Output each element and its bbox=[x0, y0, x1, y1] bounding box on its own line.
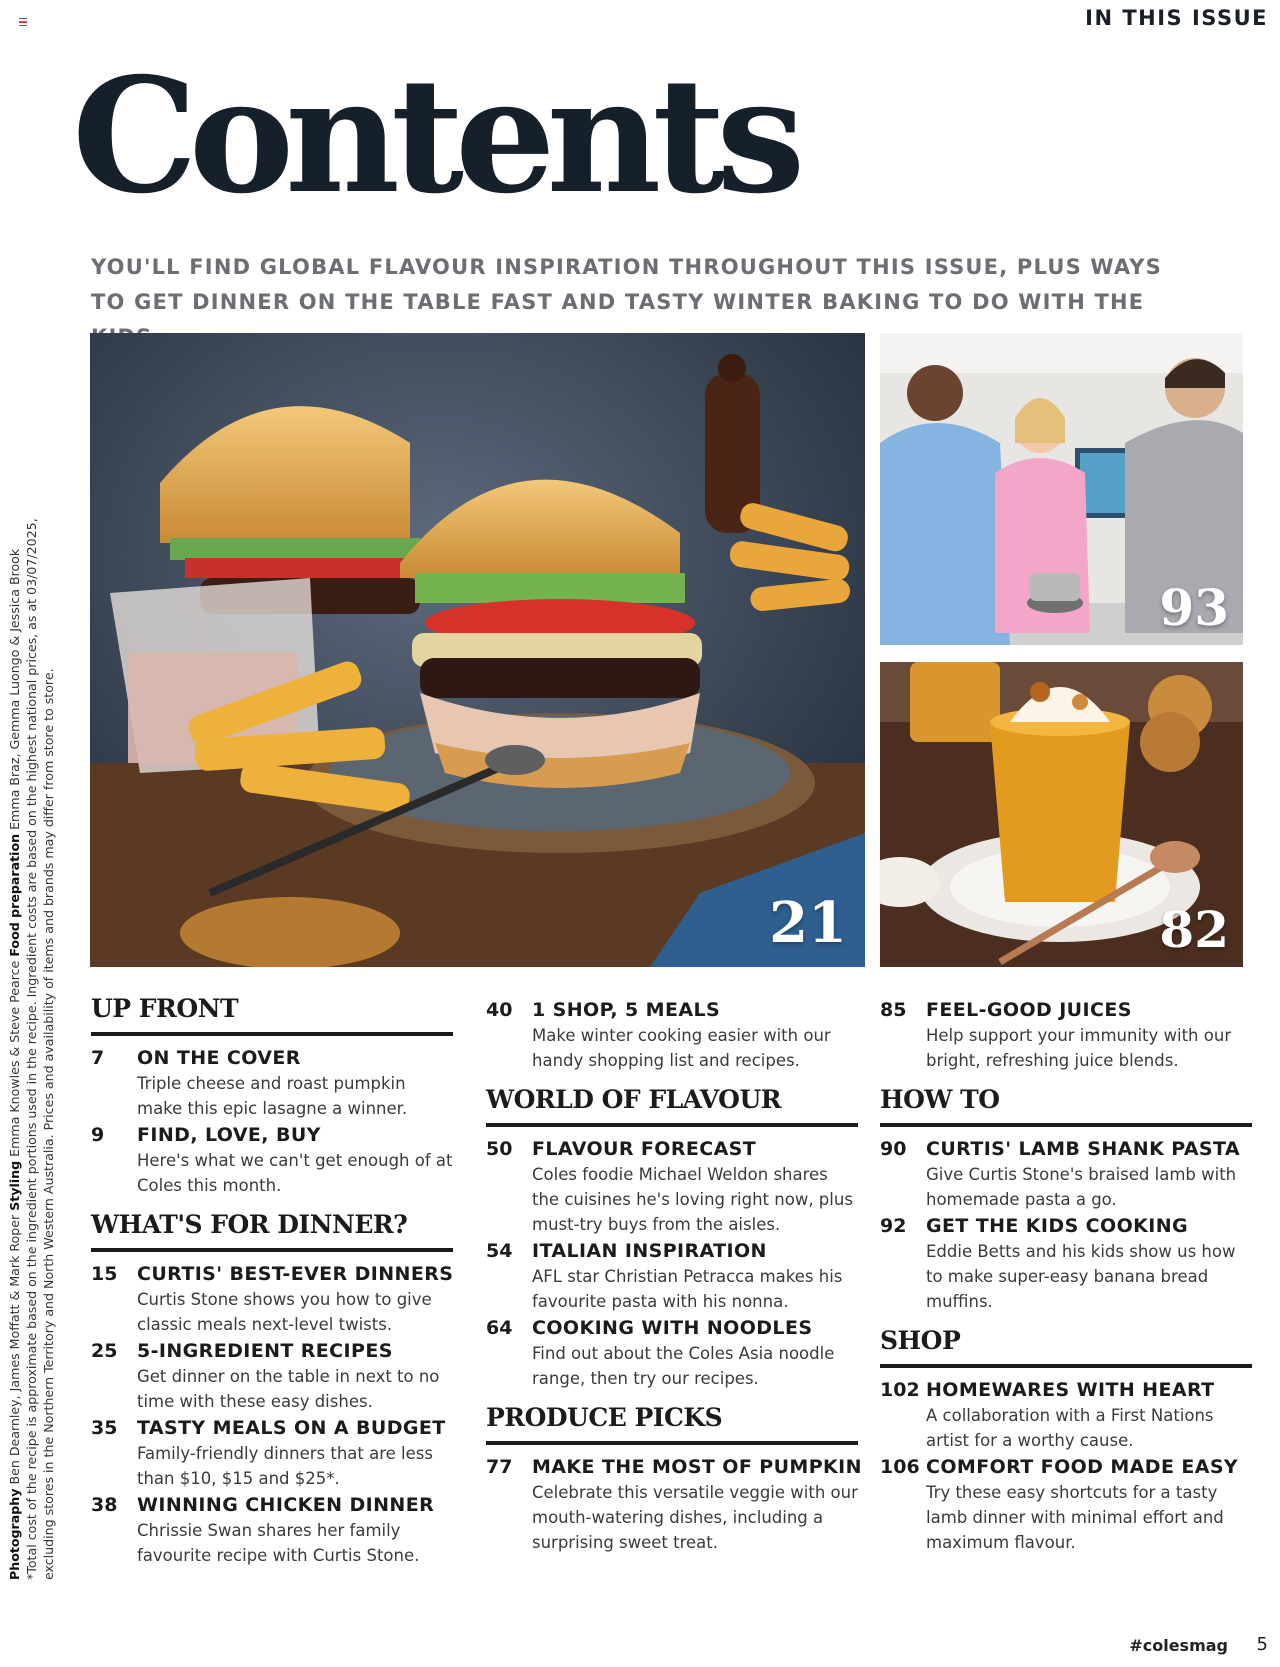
food-prep-credit: Emma Braz, Gemma Luongo & Jessica Brook bbox=[7, 548, 22, 830]
entry-page-number: 40 bbox=[486, 999, 513, 1021]
entry-description: Family-friendly dinners that are less than $10, $15 and $25*. bbox=[137, 1444, 433, 1488]
heading-produce-picks: PRODUCE PICKS bbox=[486, 1401, 858, 1445]
contents-entry[interactable] bbox=[880, 1137, 1252, 1212]
entry-description: Here's what we can't get enough of at Coles this month. bbox=[137, 1151, 453, 1195]
contents-entry[interactable] bbox=[486, 1239, 858, 1314]
publisher-mark bbox=[19, 18, 27, 26]
family-page-ref: 93 bbox=[1159, 578, 1229, 637]
entry-title: COMFORT FOOD MADE EASY bbox=[926, 1456, 1239, 1478]
entry-description: Curtis Stone shows you how to give classic meals next-level twists. bbox=[137, 1290, 432, 1334]
entry-title: ITALIAN INSPIRATION bbox=[532, 1240, 767, 1262]
contents-entry[interactable] bbox=[880, 1455, 1252, 1555]
entry-description: Give Curtis Stone's braised lamb with homemade pasta a go. bbox=[926, 1165, 1237, 1209]
entry-page-number: 106 bbox=[880, 1456, 920, 1478]
entry-description: Make winter cooking easier with our handy shopping list and recipes. bbox=[532, 1026, 831, 1070]
family-photo[interactable] bbox=[880, 333, 1243, 645]
photography-credit: Ben Dearnley, James Moffatt & Mark Roper bbox=[7, 1214, 22, 1485]
entry-title: CURTIS' LAMB SHANK PASTA bbox=[926, 1138, 1240, 1160]
contents-entry[interactable] bbox=[91, 1262, 453, 1337]
page-title: Contents bbox=[72, 44, 797, 229]
contents-entry[interactable] bbox=[91, 1493, 453, 1568]
entry-page-number: 38 bbox=[91, 1494, 118, 1516]
entry-description: Chrissie Swan shares her family favourite recipe with Curtis Stone. bbox=[137, 1521, 420, 1565]
entry-page-number: 50 bbox=[486, 1138, 513, 1160]
entry-page-number: 64 bbox=[486, 1317, 513, 1339]
section-tag: IN THIS ISSUE bbox=[1085, 6, 1268, 30]
contents-entry[interactable] bbox=[486, 1137, 858, 1237]
contents-entry[interactable] bbox=[880, 1378, 1252, 1453]
entry-page-number: 102 bbox=[880, 1379, 920, 1401]
entry-page-number: 77 bbox=[486, 1456, 513, 1478]
entry-description: Coles foodie Michael Weldon shares the cuisines he's loving right now, plus must-try buys from the aisles. bbox=[532, 1165, 853, 1234]
contents-entry[interactable] bbox=[880, 1214, 1252, 1314]
entry-description: Eddie Betts and his kids show us how to make super-easy banana bread muffins. bbox=[926, 1242, 1236, 1311]
burger-page-ref: 21 bbox=[769, 890, 847, 956]
entry-title: MAKE THE MOST OF PUMPKIN bbox=[532, 1456, 862, 1478]
column-left bbox=[91, 992, 453, 1570]
entry-description: Find out about the Coles Asia noodle range, then try our recipes. bbox=[532, 1344, 835, 1388]
hashtag: #colesmag bbox=[1129, 1636, 1228, 1655]
heading-whats-for-dinner: WHAT'S FOR DINNER? bbox=[91, 1208, 453, 1252]
column-right bbox=[880, 998, 1252, 1557]
entry-description: AFL star Christian Petracca makes his favourite pasta with his nonna. bbox=[532, 1267, 843, 1311]
contents-entry[interactable] bbox=[880, 998, 1252, 1073]
entry-page-number: 7 bbox=[91, 1047, 105, 1069]
contents-entry[interactable] bbox=[486, 1455, 862, 1555]
entry-description: Get dinner on the table in next to no time with these easy dishes. bbox=[137, 1367, 440, 1411]
entry-description: Triple cheese and roast pumpkin make this epic lasagne a winner. bbox=[137, 1074, 408, 1118]
entry-title: FLAVOUR FORECAST bbox=[532, 1138, 757, 1160]
burger-photo[interactable] bbox=[90, 333, 865, 967]
dessert-page-ref: 82 bbox=[1159, 900, 1229, 959]
entry-title: 5-INGREDIENT RECIPES bbox=[137, 1340, 393, 1362]
contents-entry[interactable] bbox=[91, 1339, 453, 1414]
entry-title: COOKING WITH NOODLES bbox=[532, 1317, 813, 1339]
food-prep-label: Food preparation bbox=[7, 833, 22, 957]
contents-entry[interactable] bbox=[91, 1046, 453, 1121]
entry-title: ON THE COVER bbox=[137, 1047, 301, 1069]
entry-page-number: 35 bbox=[91, 1417, 118, 1439]
entry-description: Celebrate this versatile veggie with our mouth-watering dishes, including a surprising sweet treat. bbox=[532, 1483, 858, 1552]
photo-credits bbox=[6, 480, 58, 1580]
entry-title: 1 SHOP, 5 MEALS bbox=[532, 999, 721, 1021]
column-middle bbox=[486, 998, 862, 1557]
heading-how-to: HOW TO bbox=[880, 1083, 1252, 1127]
entry-title: GET THE KIDS COOKING bbox=[926, 1215, 1189, 1237]
entry-title: HOMEWARES WITH HEART bbox=[926, 1379, 1215, 1401]
entry-description: Try these easy shortcuts for a tasty lamb dinner with minimal effort and maximum flavour. bbox=[926, 1483, 1224, 1552]
entry-description: A collaboration with a First Nations artist for a worthy cause. bbox=[926, 1406, 1214, 1450]
entry-page-number: 25 bbox=[91, 1340, 118, 1362]
entry-page-number: 92 bbox=[880, 1215, 907, 1237]
intro-text: YOU'LL FIND GLOBAL FLAVOUR INSPIRATION THROUGHOUT THIS ISSUE, PLUS WAYS TO GET DINNER ON THE TABLE FAST AND TASTY WINTER BAKING TO DO WITH THE bbox=[91, 255, 1163, 314]
contents-entry[interactable] bbox=[91, 1123, 453, 1198]
entry-title: CURTIS' BEST-EVER DINNERS bbox=[137, 1263, 454, 1285]
heading-world-of-flavour: WORLD OF FLAVOUR bbox=[486, 1083, 858, 1127]
entry-page-number: 15 bbox=[91, 1263, 118, 1285]
entry-title: FIND, LOVE, BUY bbox=[137, 1124, 321, 1146]
styling-credit: Emma Knowles & Steve Pearce bbox=[7, 960, 22, 1157]
heading-up-front: UP FRONT bbox=[91, 992, 453, 1036]
price-disclaimer: *Total cost of the recipe is approximate based on the ingredient portions used in the recipe. Ingredient costs are based on the highest national prices, as at 03/07/2025, excluding stores in the Northern Territory and North Western Australia. Prices and availability of items and brands may differ from store to store. bbox=[24, 518, 56, 1580]
entry-title: WINNING CHICKEN DINNER bbox=[137, 1494, 435, 1516]
entry-page-number: 85 bbox=[880, 999, 907, 1021]
entry-title: FEEL-GOOD JUICES bbox=[926, 999, 1132, 1021]
page-number: 5 bbox=[1256, 1634, 1268, 1655]
contents-entry[interactable] bbox=[486, 1316, 858, 1391]
contents-entry[interactable] bbox=[91, 1416, 453, 1491]
burger-illustration bbox=[90, 333, 865, 967]
entry-page-number: 9 bbox=[91, 1124, 105, 1146]
entry-description: Help support your immunity with our bright, refreshing juice blends. bbox=[926, 1026, 1232, 1070]
entry-title: TASTY MEALS ON A BUDGET bbox=[137, 1417, 446, 1439]
heading-shop: SHOP bbox=[880, 1324, 1252, 1368]
styling-label: Styling bbox=[7, 1160, 22, 1211]
entry-page-number: 54 bbox=[486, 1240, 513, 1262]
entry-page-number: 90 bbox=[880, 1138, 907, 1160]
dessert-photo[interactable] bbox=[880, 662, 1243, 967]
contents-entry[interactable] bbox=[486, 998, 858, 1073]
photography-label: Photography bbox=[7, 1488, 22, 1580]
